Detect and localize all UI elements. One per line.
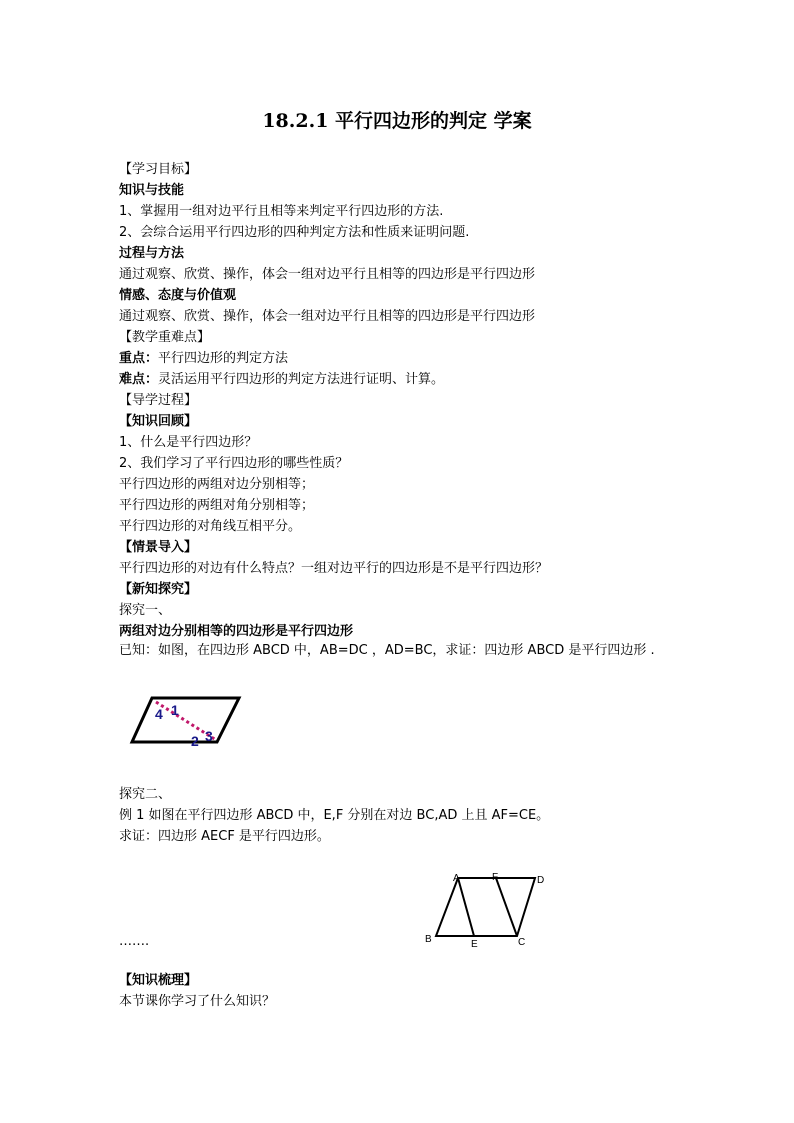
vertex-label-f: F: [492, 872, 499, 883]
angle-label-1: 1: [171, 702, 179, 718]
difficulty-line: [119, 372, 444, 388]
key-point-line: [119, 351, 288, 367]
angle-label-4: 4: [155, 706, 163, 722]
vertex-label-d: D: [537, 875, 545, 886]
page-title: 18.2.1 平行四边形的判定 学案: [262, 110, 532, 132]
segment-fc: [496, 878, 517, 936]
section-heading-explore: 【新知探究】: [119, 582, 198, 597]
example-1-prove: 求证：四边形 AECF 是平行四边形。: [119, 829, 330, 844]
key-point-label: 重点：: [119, 351, 159, 366]
section-heading-key-points: 【教学重难点】: [119, 330, 211, 345]
property-1: 平行四边形的两组对边分别相等；: [119, 477, 315, 492]
angle-label-2: 2: [191, 733, 199, 749]
segment-ae: [458, 878, 474, 936]
subheading-knowledge-skills: 知识与技能: [119, 183, 185, 198]
explore-1-heading: 探究一、: [119, 603, 172, 618]
review-question-1: 1、什么是平行四边形？: [119, 435, 258, 450]
section-heading-summary: 【知识梳理】: [119, 973, 198, 988]
review-question-2: 2、我们学习了平行四边形的哪些性质？: [119, 456, 349, 471]
section-heading-review: 【知识回顾】: [119, 414, 198, 429]
section-heading-guided-process: 【导学过程】: [119, 393, 198, 408]
difficulty-label: 难点：: [119, 372, 159, 387]
vertex-label-c: C: [518, 937, 526, 948]
difficulty-text: 灵活运用平行四边形的判定方法进行证明、计算。: [158, 372, 445, 387]
explore-1-problem: 已知：如图，在四边形 ABCD 中，AB=DC ，AD=BC，求证：四边形 ABCD 是平行四边形 .: [119, 643, 655, 658]
process-methods-text: 通过观察、欣赏、操作，体会一组对边平行且相等的四边形是平行四边形: [119, 267, 536, 282]
property-2: 平行四边形的两组对角分别相等；: [119, 498, 315, 513]
scenario-question: 平行四边形的对边有什么特点？一组对边平行的四边形是不是平行四边形？: [119, 561, 549, 576]
objective-item-1: 1、掌握用一组对边平行且相等来判定平行四边形的方法.: [119, 204, 444, 219]
parallelogram-abcd: [436, 878, 535, 936]
parallelogram-figure-2: [420, 868, 560, 948]
subheading-attitudes-values: 情感、态度与价值观: [119, 288, 237, 303]
ellipsis: …….: [119, 934, 150, 949]
example-1-text: 例 1 如图在平行四边形 ABCD 中，E,F 分别在对边 BC,AD 上且 AF=CE。: [119, 808, 550, 823]
key-point-text: 平行四边形的判定方法: [158, 351, 289, 366]
parallelogram-figure-1: [124, 690, 254, 750]
vertex-label-b: B: [425, 934, 432, 945]
explore-2-heading: 探究二、: [119, 787, 172, 802]
section-heading-objectives: 【学习目标】: [119, 162, 198, 177]
explore-1-theorem: 两组对边分别相等的四边形是平行四边形: [119, 624, 354, 639]
vertex-label-a: A: [453, 873, 460, 884]
property-3: 平行四边形的对角线互相平分。: [119, 519, 302, 534]
attitudes-values-text: 通过观察、欣赏、操作，体会一组对边平行且相等的四边形是平行四边形: [119, 309, 536, 324]
parallelogram-outline: [132, 698, 239, 742]
vertex-label-e: E: [471, 939, 478, 948]
objective-item-2: 2、会综合运用平行四边形的四种判定方法和性质来证明问题.: [119, 225, 470, 240]
subheading-process-methods: 过程与方法: [119, 246, 185, 261]
summary-question: 本节课你学习了什么知识？: [119, 994, 276, 1009]
angle-label-3: 3: [205, 728, 213, 744]
section-heading-scenario: 【情景导入】: [119, 540, 198, 555]
